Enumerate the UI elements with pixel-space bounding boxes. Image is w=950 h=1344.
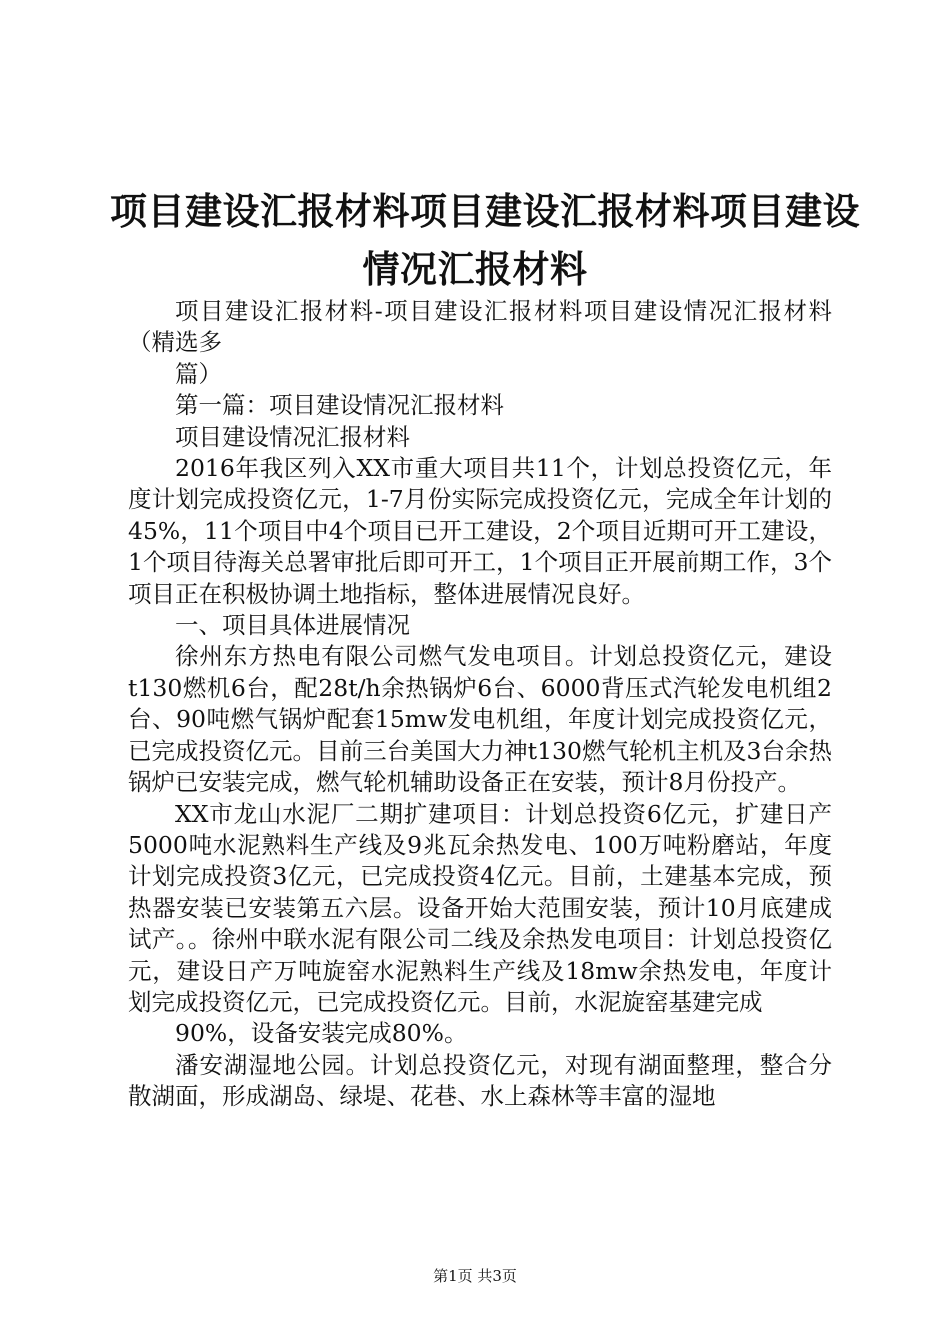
document-body — [128, 296, 832, 1113]
section-heading: 一、项目具体进展情况 — [175, 611, 410, 640]
paragraph: 潘安湖湿地公园。计划总投资亿元，对现有湖面整理，整合分散湖面，形成湖岛、绿堤、花巷、水上森林等丰富的湿地 — [128, 1050, 832, 1111]
paragraph: XX市龙山水泥厂二期扩建项目：计划总投资6亿元，扩建日产5000吨水泥熟料生产线及9兆瓦余热发电、100万吨粉磨站，年度计划完成投资3亿元，已完成投资4亿元。目前，土建基本完成，预热器安装已安装第五六层。设备开始大范围安装，预计10月底建成试产。。徐州中联水泥有限公司二线及余热发电项目：计划总投资亿元，建设日产万吨旋窑水泥熟料生产线及18mw余热发电，年度计划完成投资亿元，已完成投资亿元。目前，水泥旋窑基建完成 — [128, 799, 832, 1016]
section-subheading: 项目建设情况汇报材料 — [175, 422, 410, 451]
document-title-line-2: 情况汇报材料 — [362, 248, 588, 291]
paragraph: 徐州东方热电有限公司燃气发电项目。计划总投资亿元，建设t130燃机6台，配28t/h余热锅炉6台、6000背压式汽轮发电机组2台、90吨燃气锅炉配套15mw发电机组，年度计划完成投资亿元，已完成投资亿元。目前三台美国大力神t130燃气轮机主机及3台余热锅炉已安装完成，燃气轮机辅助设备正在安装，预计8月份投产。 — [128, 642, 832, 797]
paragraph: 2016年我区列入XX市重大项目共11个，计划总投资亿元，年度计划完成投资亿元，1-7月份实际完成投资亿元，完成全年计划的45%，11个项目中4个项目已开工建设，2个项目近期可开工建设，1个项目待海关总署审批后即可开工，1个项目正开展前期工作，3个项目正在积极协调土地指标，整体进展情况良好。 — [128, 454, 832, 608]
paragraph: 90%，设备安装完成80%。 — [175, 1019, 468, 1048]
page-footer: 第1页 共3页 — [433, 1267, 517, 1285]
section-heading: 第一篇：项目建设情况汇报材料 — [175, 391, 504, 420]
document-title-line-1: 项目建设汇报材料项目建设汇报材料项目建设 — [110, 190, 860, 233]
paragraph: 项目建设汇报材料-项目建设汇报材料项目建设情况汇报材料（精选多 — [128, 297, 832, 357]
paragraph: 篇） — [175, 359, 222, 388]
